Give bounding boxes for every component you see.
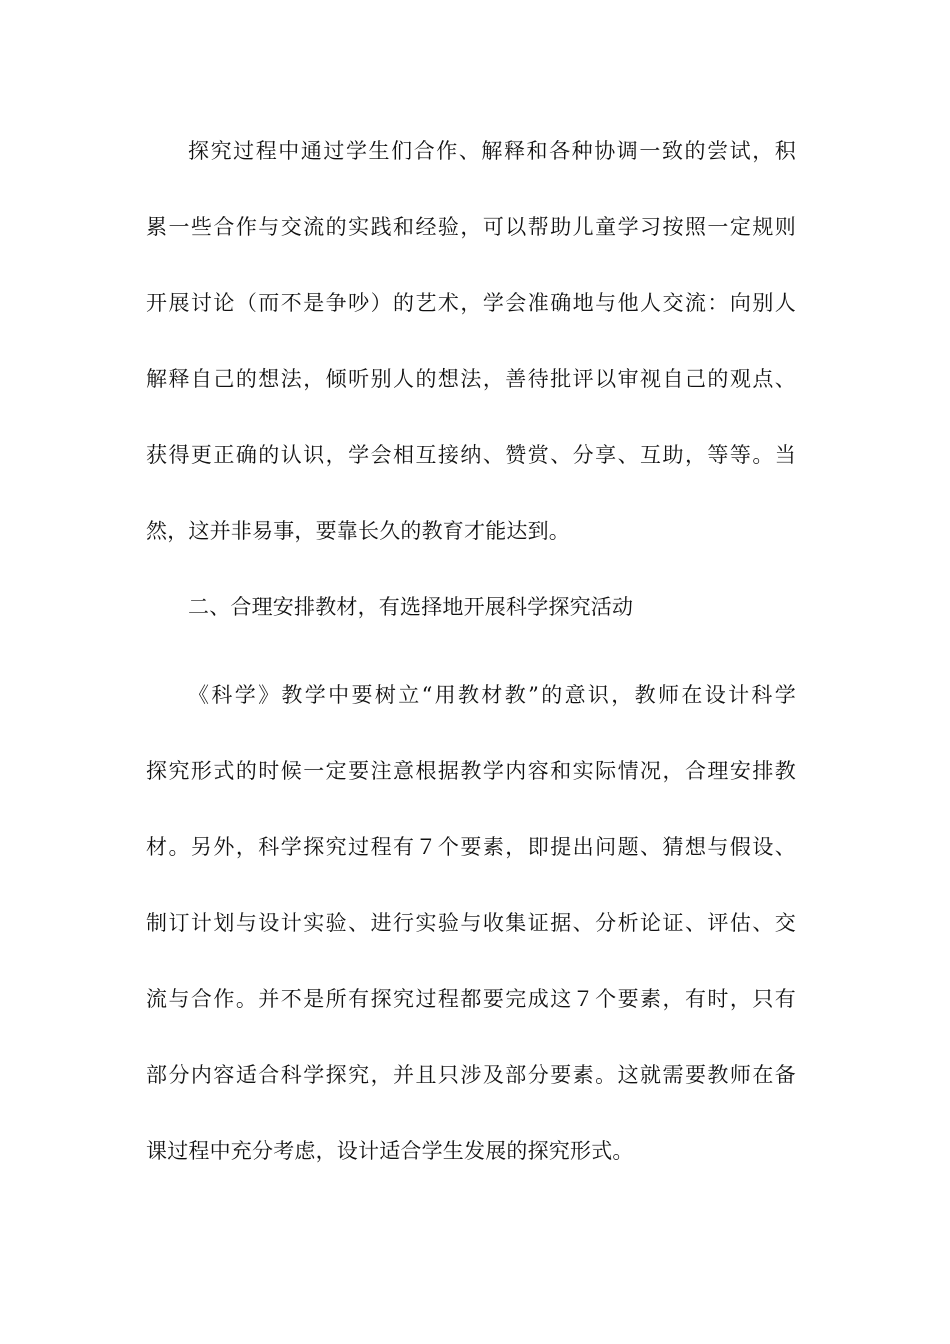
text-line: 《科学》教学中要树立“用教材教”的意识，教师在设计科学 bbox=[188, 683, 796, 707]
text-line: 部分内容适合科学探究，并且只涉及部分要素。这就需要教师在备 bbox=[146, 1063, 796, 1087]
text-line: 然，这并非易事，要靠长久的教育才能达到。 bbox=[146, 519, 570, 543]
text-line: 流与合作。并不是所有探究过程都要完成这７个要素，有时，只有 bbox=[146, 987, 796, 1011]
text-line: 获得更正确的认识，学会相互接纳、赞赏、分享、互助，等等。当 bbox=[146, 443, 796, 467]
paragraph-textbook bbox=[146, 680, 796, 1212]
text-line: 材。另外，科学探究过程有７个要素，即提出问题、猜想与假设、 bbox=[146, 835, 796, 859]
text-line: 解释自己的想法，倾听别人的想法，善待批评以审视自己的观点、 bbox=[146, 367, 796, 391]
text-line: 开展讨论（而不是争吵）的艺术，学会准确地与他人交流：向别人 bbox=[146, 291, 796, 315]
text-line: 累一些合作与交流的实践和经验，可以帮助儿童学习按照一定规则 bbox=[146, 215, 796, 239]
text-line: 课过程中充分考虑，设计适合学生发展的探究形式。 bbox=[146, 1139, 634, 1163]
text-line: 制订计划与设计实验、进行实验与收集证据、分析论证、评估、交 bbox=[146, 911, 796, 935]
paragraph-cooperation bbox=[146, 136, 796, 592]
heading-text: 二、合理安排教材，有选择地开展科学探究活动 bbox=[188, 595, 634, 619]
section-heading bbox=[146, 592, 796, 668]
text-line: 探究过程中通过学生们合作、解释和各种协调一致的尝试，积 bbox=[188, 139, 796, 163]
text-line: 探究形式的时候一定要注意根据教学内容和实际情况，合理安排教 bbox=[146, 759, 796, 783]
